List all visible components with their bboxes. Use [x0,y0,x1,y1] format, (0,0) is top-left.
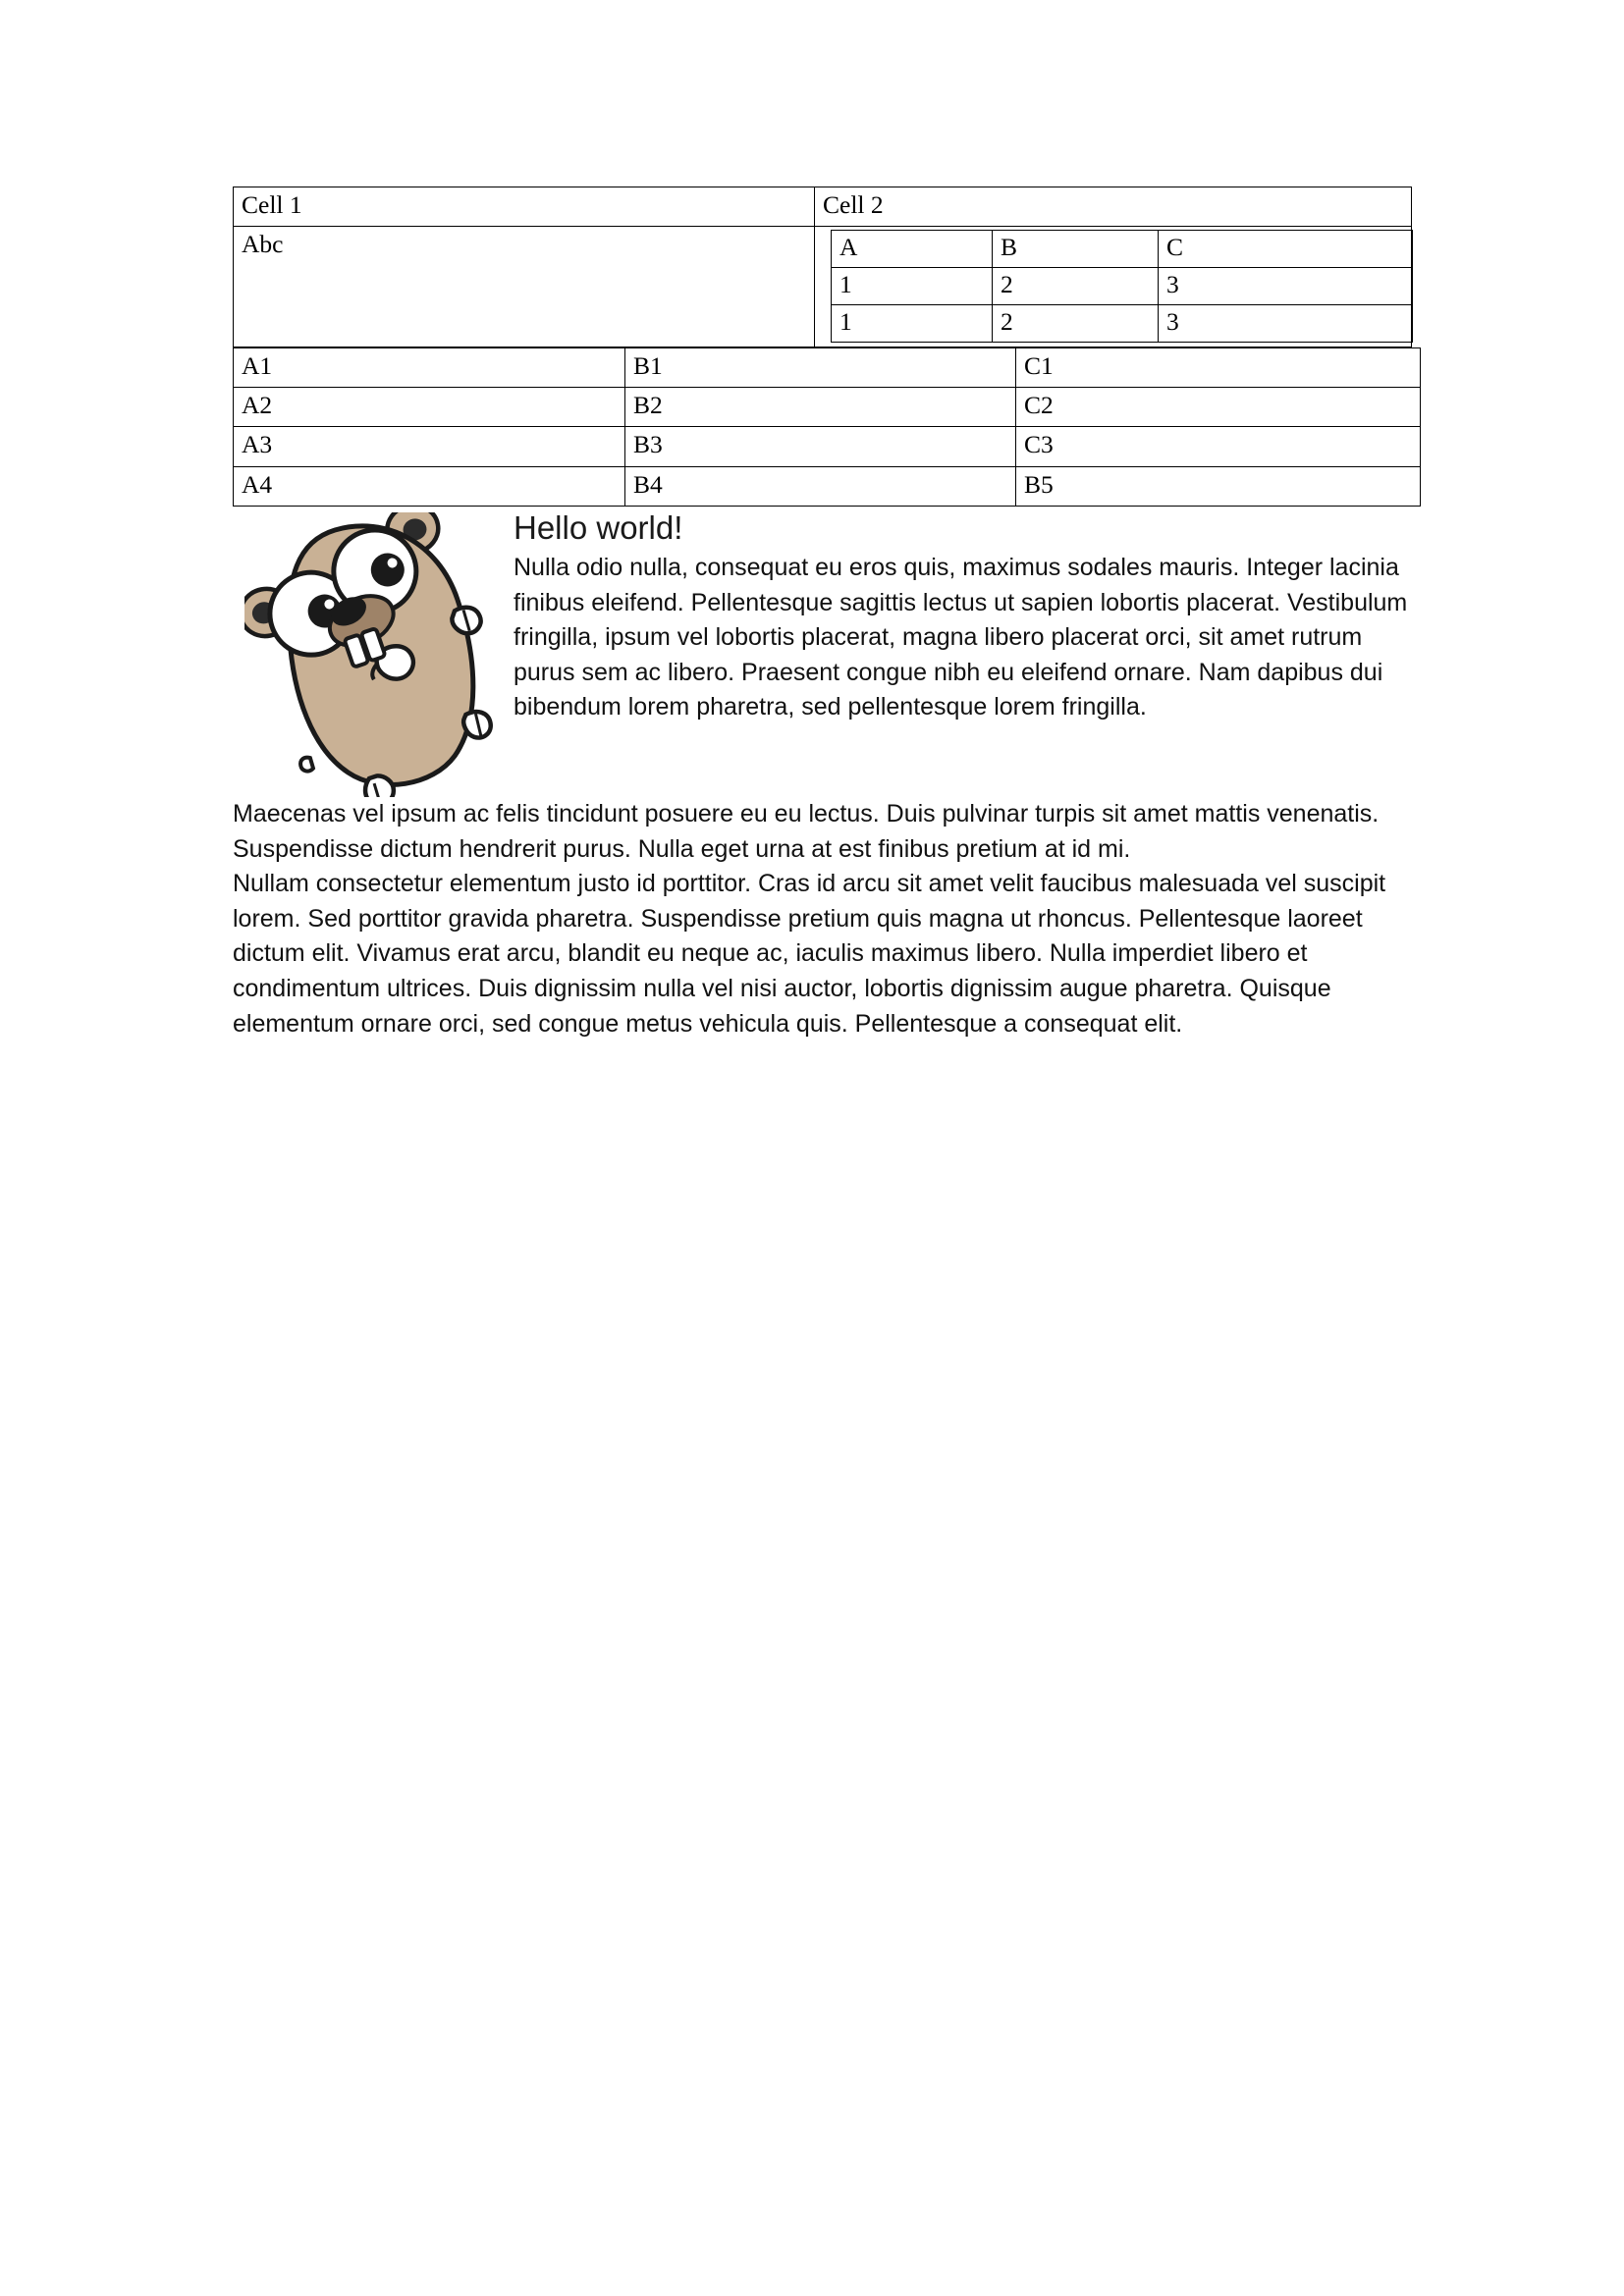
table-two-cell: C3 [1016,427,1421,466]
table-row [234,466,1421,506]
table-one-abc-cell: Abc [234,227,815,347]
nested-header-a: A [832,231,993,268]
table-one [233,187,1412,347]
nested-header-c: C [1159,231,1413,268]
gopher-illustration-svg [244,512,502,797]
tables-region [233,187,1393,507]
gopher-image [244,512,502,797]
body-text-region [233,508,1411,1041]
table-two-cell: C1 [1016,348,1421,388]
paragraph-second: Maecenas vel ipsum ac felis tincidunt posuere eu eu lectus. Duis pulvinar turpis sit amet mattis venenatis. Suspendisse dictum hendrerit purus. Nulla eget urna at est finibus pretium at id mi. [233,800,1380,863]
table-row [234,427,1421,466]
nested-header-b: B [993,231,1159,268]
page-heading: Hello world! [514,509,683,546]
table-two-cell: A4 [234,466,625,506]
table-two-cell: C2 [1016,388,1421,427]
nested-cell: 1 [832,305,993,343]
table-two-cell: B1 [625,348,1016,388]
table-one-cell-two: Cell 2 [815,187,1412,227]
nested-cell: 2 [993,305,1159,343]
nested-table [831,230,1413,343]
nested-cell: 1 [832,268,993,305]
table-row [234,187,1412,227]
table-two-cell: B4 [625,466,1016,506]
paragraph-wrapped: Nulla odio nulla, consequat eu eros quis, maximus sodales mauris. Integer lacinia finibus eleifend. Pellentesque sagittis lectus ut sapien lobortis placerat. Vestibulum fringilla, ipsum vel lobortis placerat, magna libero placerat orci, sit amet rutrum purus sem ac libero. Praesent congue nibh eu eleifend ornare. Nam dapibus dui bibendum lorem pharetra, sed pellentesque lorem fringilla. [514,554,1408,721]
table-two-cell: A3 [234,427,625,466]
table-two [233,347,1421,506]
table-two-cell: A1 [234,348,625,388]
nested-table-host [815,227,1412,347]
table-two-cell: A2 [234,388,625,427]
nested-cell: 3 [1159,305,1413,343]
paragraph-third: Nullam consectetur elementum justo id porttitor. Cras id arcu sit amet velit faucibus malesuada vel suscipit lorem. Sed porttitor gravida pharetra. Suspendisse pretium quis magna ut rhoncus. Pellentesque laoreet dictum elit. Vivamus erat arcu, blandit eu neque ac, iaculis maximus libero. Nulla imperdiet libero et condimentum ultrices. Duis dignissim nulla vel nisi auctor, lobortis dignissim augue pharetra. Quisque elementum ornare orci, sed congue metus vehicula quis. Pellentesque a consequat elit. [233,870,1386,1038]
table-one-cell-one: Cell 1 [234,187,815,227]
table-row [234,388,1421,427]
table-row [832,231,1413,268]
nested-cell: 2 [993,268,1159,305]
table-row [832,268,1413,305]
table-two-cell: B5 [1016,466,1421,506]
table-row [234,348,1421,388]
nested-cell: 3 [1159,268,1413,305]
table-row [234,227,1412,347]
table-row [832,305,1413,343]
table-two-cell: B2 [625,388,1016,427]
table-two-cell: B3 [625,427,1016,466]
